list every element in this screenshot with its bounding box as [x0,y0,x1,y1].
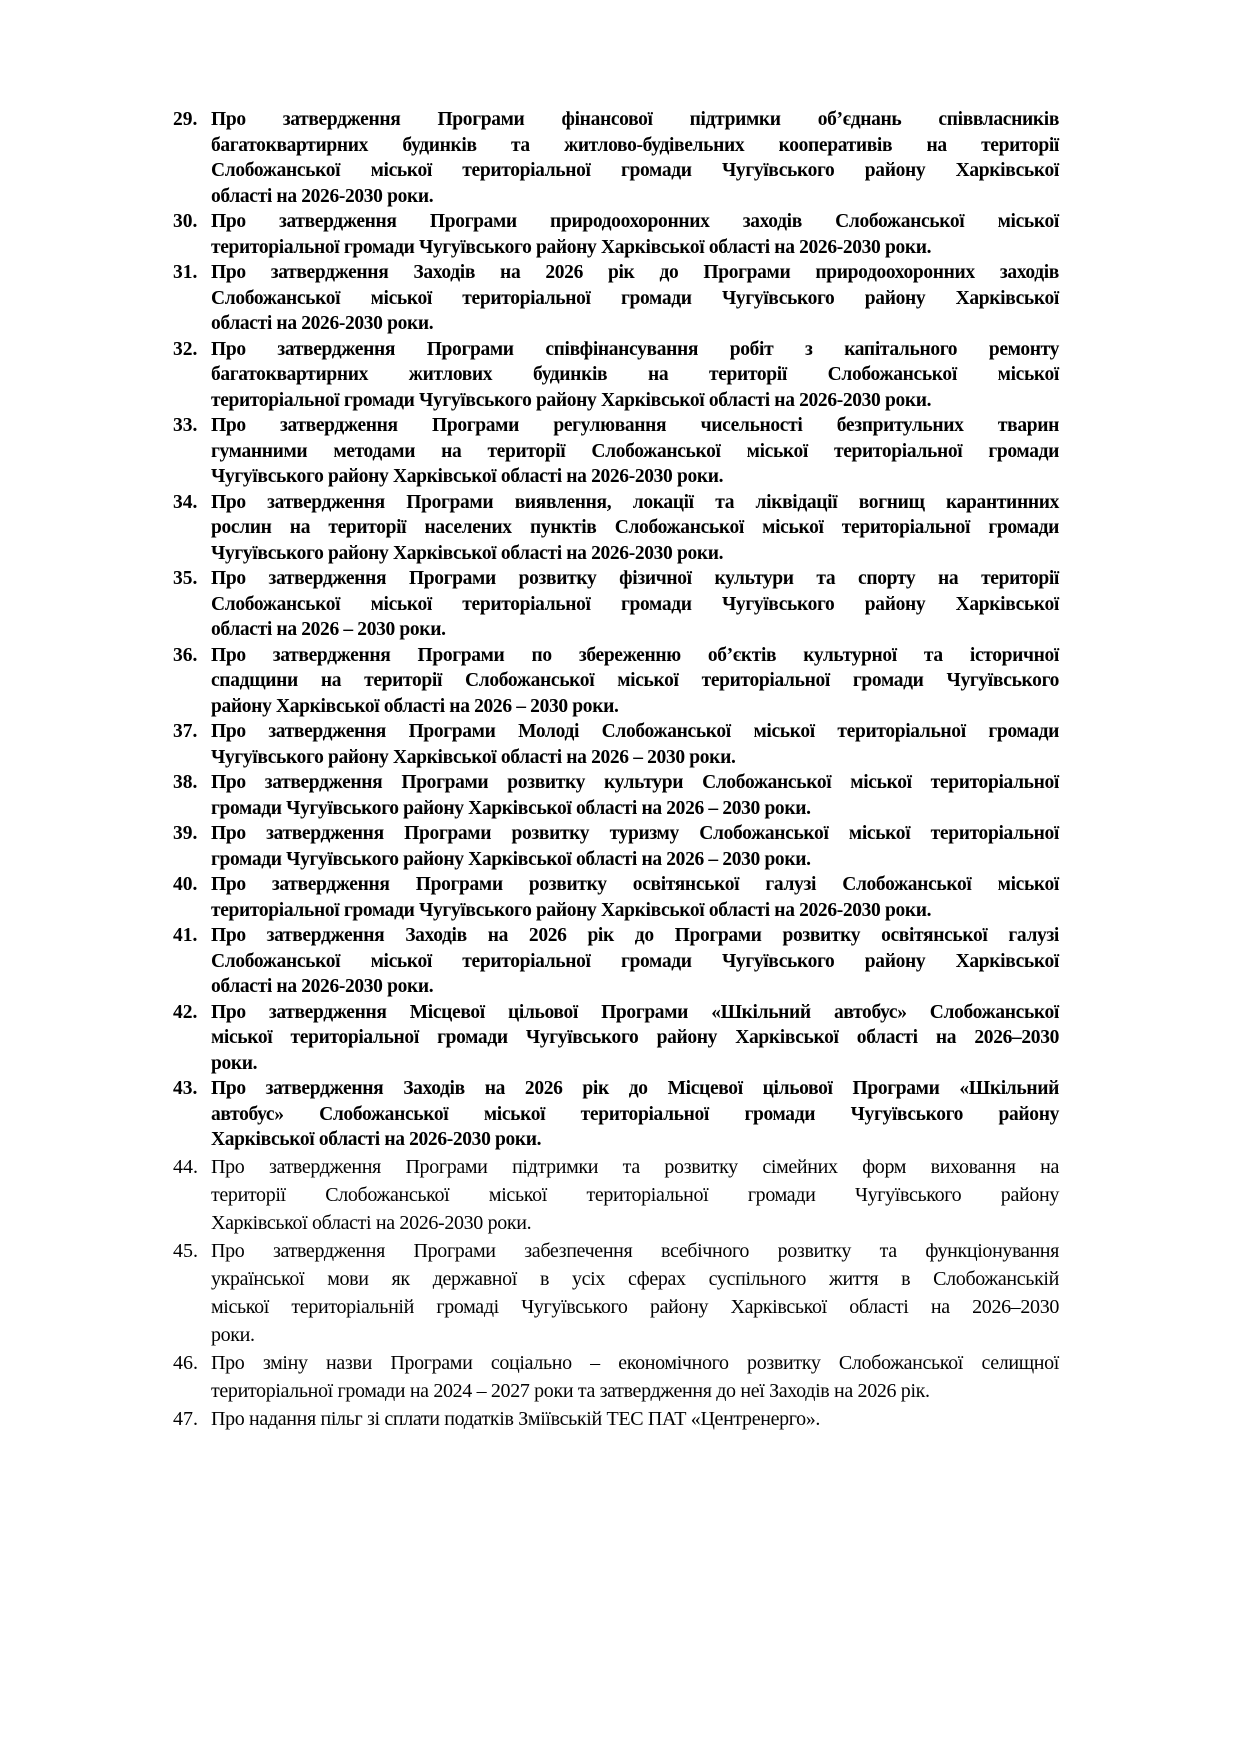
item-text-line: територіальної громади Чугуївського району Харківської області на 2026-2030 роки. [211,899,932,921]
agenda-item [173,1237,1059,1349]
item-number: 37. [173,721,198,742]
item-text [211,1405,1059,1433]
item-text [211,1076,1059,1153]
item-text-line: Про затвердження Програми підтримки та розвитку сімейних форм виховання на [211,1155,1059,1178]
agenda-item [173,107,1059,209]
item-text-line: області на 2026-2030 роки. [211,976,434,997]
item-text-line: Про затвердження Програми розвитку фізичної культури та спорту на території [211,568,1059,589]
item-text-line: Слобожанської міської територіальної громади Чугуївського району Харківської [211,287,1059,309]
item-number: 31. [173,262,198,283]
item-text-line: роки. [211,1323,255,1346]
agenda-item [173,413,1059,490]
item-text-line: Чугуївського району Харківської області на 2026-2030 роки. [211,466,724,487]
item-text-line: територіальної громади Чугуївського району Харківської області на 2026-2030 роки. [211,389,932,411]
item-text-line: Чугуївського району Харківської області на 2026 – 2030 роки. [211,746,736,768]
item-number: 41. [173,925,198,946]
item-text-line: Слобожанської міської територіальної громади Чугуївського району Харківської [211,950,1059,972]
item-text-line: Про затвердження Програми співфінансування робіт з капітального ремонту [211,338,1059,360]
item-number: 29. [173,109,198,130]
item-number: 47. [173,1407,198,1430]
item-text-line: Про затвердження Програми виявлення, локації та ліквідації вогнищ карантинних [211,491,1059,513]
item-text-line: Харківської області на 2026-2030 роки. [211,1129,542,1150]
item-number: 44. [173,1155,198,1178]
item-text-line: гуманними методами на території Слобожанської міської територіальної громади [211,440,1059,462]
item-text-line: громади Чугуївського району Харківської області на 2026 – 2030 роки. [211,848,811,870]
agenda-item [173,566,1059,643]
item-text-line: Про затвердження Заходів на 2026 рік до Програми розвитку освітянської галузі [211,925,1059,946]
item-text-line: Слобожанської міської територіальної громади Чугуївського району Харківської [211,593,1059,615]
agenda-item [173,643,1059,720]
item-text-line: Про затвердження Програми фінансової підтримки об’єднань співвласників [211,109,1059,130]
item-number: 36. [173,644,198,666]
item-text-line: Про затвердження Заходів на 2026 рік до Програми природоохоронних заходів [211,262,1059,283]
item-text-line: області на 2026-2030 роки. [211,313,434,334]
agenda-item [173,209,1059,260]
agenda-item [173,1405,1059,1433]
item-number: 40. [173,874,198,895]
item-text-line: Про затвердження Програми Молоді Слобожанської міської територіальної громади [211,721,1059,742]
item-text [211,821,1059,872]
item-text-line: Про затвердження Програми по збереженню об’єктів культурної та історичної [211,644,1059,666]
item-text [211,1349,1059,1405]
item-text-line: Харківської області на 2026-2030 роки. [211,1211,532,1234]
agenda-item [173,770,1059,821]
item-number: 33. [173,415,198,436]
item-text-line: Про надання пільг зі сплати податків Зміївській ТЕС ПАТ «Центренерго». [211,1407,821,1430]
item-number: 43. [173,1078,198,1099]
item-text-line: автобус» Слобожанської міської територіальної громади Чугуївського району [211,1103,1059,1125]
item-number: 32. [173,338,198,360]
item-text-line: Про затвердження Програми регулювання чисельності безпритульних тварин [211,415,1059,436]
item-text [211,1000,1059,1077]
item-text-line: рослин на території населених пунктів Слобожанської міської територіальної громади [211,517,1059,538]
item-text-line: області на 2026-2030 роки. [211,185,434,207]
item-text [211,872,1059,923]
item-text-line: Про затвердження Програми розвитку освітянської галузі Слобожанської міської [211,874,1059,895]
item-text-line: Про затвердження Програми забезпечення всебічного розвитку та функціонування [211,1239,1059,1262]
item-text-line: міської територіальній громаді Чугуївського району Харківської області на 2026–2030 [211,1295,1059,1318]
item-text [211,770,1059,821]
item-text-line: багатоквартирних будинків та житлово-будівельних кооперативів на території [211,134,1059,156]
item-number: 46. [173,1351,198,1374]
agenda-list [173,107,1059,1433]
item-text [211,643,1059,720]
item-number: 38. [173,772,198,793]
item-text [211,413,1059,490]
agenda-item [173,337,1059,414]
item-text [211,490,1059,567]
agenda-item [173,490,1059,567]
item-text-line: району Харківської області на 2026 – 2030 роки. [211,695,619,717]
item-number: 35. [173,568,198,589]
item-text-line: спадщини на території Слобожанської міської територіальної громади Чугуївського [211,670,1059,691]
agenda-item [173,1076,1059,1153]
item-text [211,1237,1059,1349]
agenda-item [173,719,1059,770]
item-text [211,1153,1059,1237]
item-text-line: Про затвердження Місцевої цільової Програми «Шкільний автобус» Слобожанської [211,1001,1059,1023]
agenda-item [173,923,1059,1000]
item-text-line: Чугуївського району Харківської області на 2026-2030 роки. [211,542,724,564]
item-text-line: Слобожанської міської територіальної громади Чугуївського району Харківської [211,160,1059,181]
agenda-item [173,1349,1059,1405]
item-text [211,566,1059,643]
item-text-line: області на 2026 – 2030 роки. [211,619,446,640]
item-text-line: багатоквартирних житлових будинків на території Слобожанської міської [211,364,1059,385]
item-text-line: Про затвердження Заходів на 2026 рік до Місцевої цільової Програми «Шкільний [211,1078,1059,1099]
item-number: 30. [173,211,198,232]
item-number: 45. [173,1239,198,1262]
item-text [211,107,1059,209]
item-text [211,337,1059,414]
agenda-item [173,260,1059,337]
agenda-item [173,821,1059,872]
item-text-line: Про затвердження Програми розвитку культури Слобожанської міської територіальної [211,772,1059,793]
item-text-line: територіальної громади на 2024 – 2027 роки та затвердження до неї Заходів на 2026 рік. [211,1379,930,1402]
agenda-item [173,1153,1059,1237]
item-text-line: територіальної громади Чугуївського району Харківської області на 2026-2030 роки. [211,236,932,258]
item-text [211,719,1059,770]
item-text-line: Про зміну назви Програми соціально – економічного розвитку Слобожанської селищної [211,1351,1059,1374]
item-text [211,209,1059,260]
item-text [211,260,1059,337]
item-number: 42. [173,1001,198,1023]
item-text [211,923,1059,1000]
item-text-line: міської територіальної громади Чугуївського району Харківської області на 2026–2030 [211,1027,1059,1048]
item-number: 34. [173,491,198,513]
item-text-line: громади Чугуївського району Харківської області на 2026 – 2030 роки. [211,797,811,819]
item-text-line: української мови як державної в усіх сферах суспільного життя в Слобожанській [211,1267,1059,1290]
agenda-item [173,872,1059,923]
item-text-line: території Слобожанської міської територіальної громади Чугуївського району [211,1183,1059,1206]
item-number: 39. [173,823,198,844]
item-text-line: Про затвердження Програми розвитку туризму Слобожанської міської територіальної [211,823,1059,844]
agenda-item [173,1000,1059,1077]
item-text-line: Про затвердження Програми природоохоронних заходів Слобожанської міської [211,211,1059,232]
item-text-line: роки. [211,1052,258,1074]
